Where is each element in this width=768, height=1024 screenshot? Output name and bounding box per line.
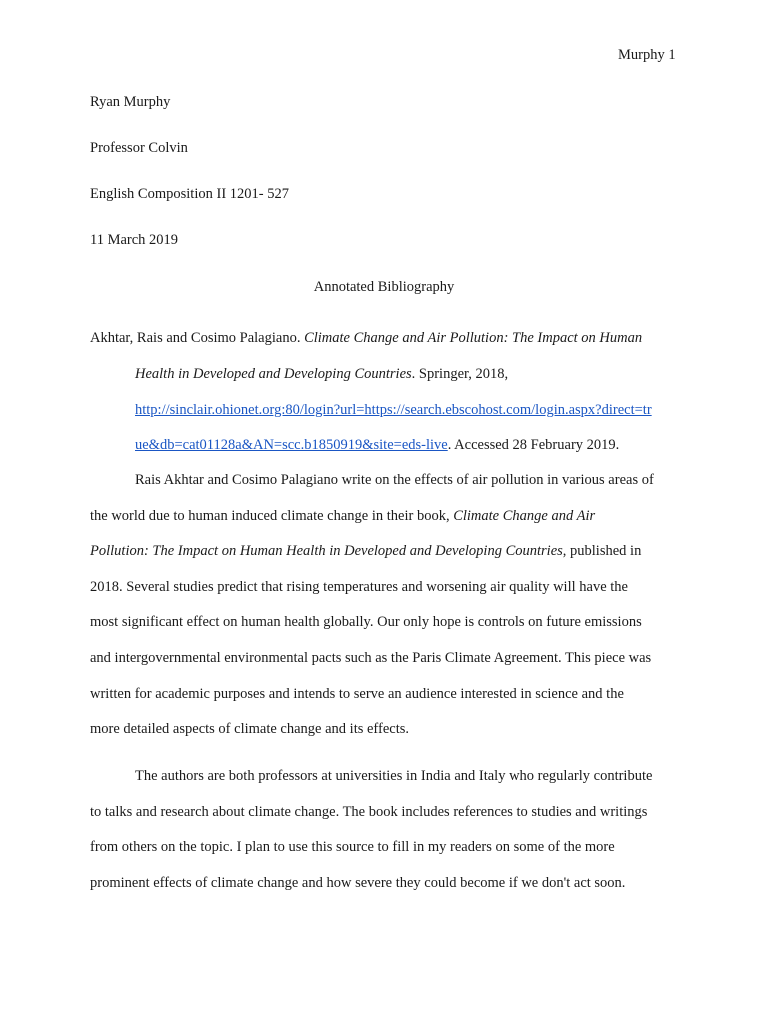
paragraph-book-title-cont: Pollution: The Impact on Human Health in Developed and Developing Countries xyxy=(90,543,563,559)
paragraph-1-line: and intergovernmental environmental pacts such as the Paris Climate Agreement. This piece was xyxy=(90,650,652,666)
citation-line-3 xyxy=(135,400,652,420)
course-name: English Composition II 1201- 527 xyxy=(90,186,289,202)
document-title: Annotated Bibliography xyxy=(313,279,455,295)
citation-line-2 xyxy=(135,364,508,384)
citation-book-title: Climate Change and Air Pollution: The Impact on Human xyxy=(304,330,643,346)
paragraph-1-line xyxy=(90,541,641,561)
paragraph-1-line xyxy=(90,506,595,526)
professor-name: Professor Colvin xyxy=(90,140,188,156)
document-date: 11 March 2019 xyxy=(90,232,179,248)
citation-line-4 xyxy=(135,435,619,455)
paragraph-2-line: to talks and research about climate change. The book includes references to studies and writings xyxy=(90,804,648,820)
paragraph-2-line: The authors are both professors at universities in India and Italy who regularly contribute xyxy=(135,768,653,784)
citation-line-1 xyxy=(90,328,642,348)
paragraph-text: the world due to human induced climate change in their book, xyxy=(90,508,454,524)
paragraph-1-line: most significant effect on human health globally. Our only hope is controls on future emissions xyxy=(90,614,642,630)
paragraph-text: , published in xyxy=(562,543,642,559)
citation-url-link[interactable]: http://sinclair.ohionet.org:80/login?url=https://search.ebscohost.com/login.aspx?direct=tr xyxy=(135,402,652,418)
paragraph-1-line: Rais Akhtar and Cosimo Palagiano write on the effects of air pollution in various areas of xyxy=(135,472,654,488)
paragraph-1-line: 2018. Several studies predict that rising temperatures and worsening air quality will have the xyxy=(90,579,628,595)
author-name: Ryan Murphy xyxy=(90,94,171,110)
citation-book-title-cont: Health in Developed and Developing Countries xyxy=(135,366,412,382)
citation-accessed: . Accessed 28 February 2019. xyxy=(447,437,620,453)
running-header: Murphy 1 xyxy=(618,47,676,63)
paragraph-2-line: prominent effects of climate change and how severe they could become if we don't act soon. xyxy=(90,875,626,891)
paragraph-2-line: from others on the topic. I plan to use this source to fill in my readers on some of the more xyxy=(90,839,615,855)
paragraph-1-line: more detailed aspects of climate change and its effects. xyxy=(90,721,409,737)
citation-publisher: . Springer, 2018, xyxy=(411,366,509,382)
paragraph-1-line: written for academic purposes and intends to serve an audience interested in science and the xyxy=(90,686,624,702)
paragraph-book-title: Climate Change and Air xyxy=(453,508,596,524)
citation-authors: Akhtar, Rais and Cosimo Palagiano. xyxy=(90,330,305,346)
citation-url-link-cont[interactable]: ue&db=cat01128a&AN=scc.b1850919&site=eds-live xyxy=(135,437,448,453)
